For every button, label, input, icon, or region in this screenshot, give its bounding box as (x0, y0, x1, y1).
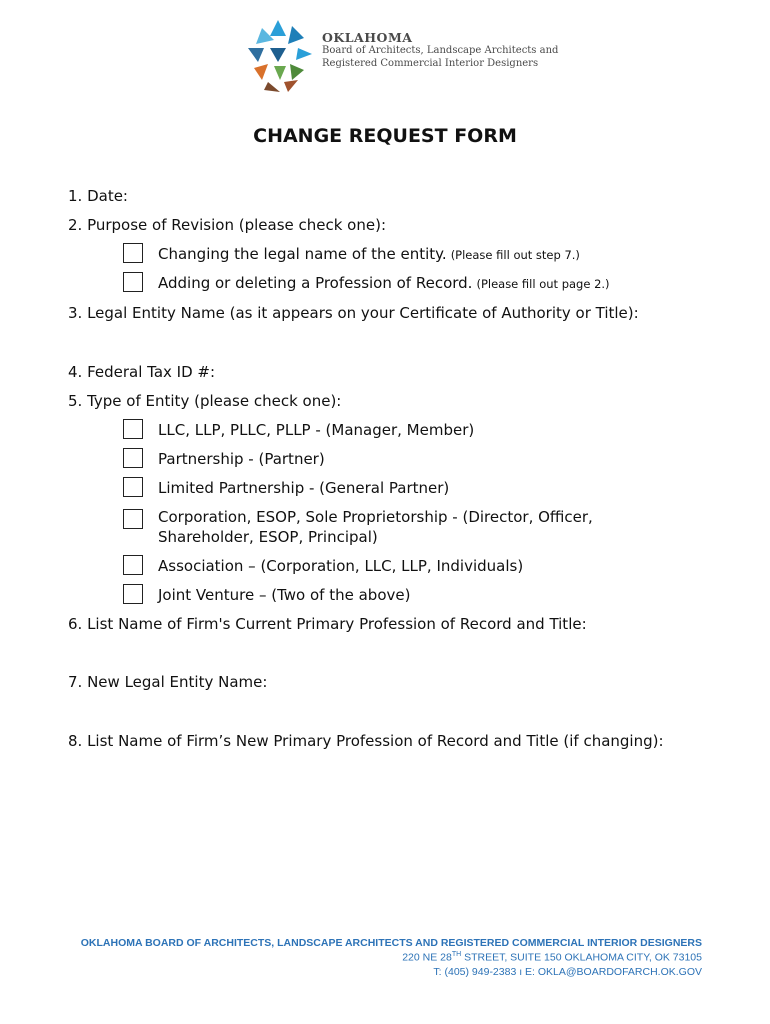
footer-address-sup: TH (451, 951, 462, 958)
board-logo (240, 18, 559, 94)
footer-board-name: OKLAHOMA BOARD OF ARCHITECTS, LANDSCAPE ARCHITECTS AND REGISTERED COMMERCIAL INTERIOR DESIGNERS (80, 937, 702, 949)
entity-option-corporation-cont: Shareholder, ESOP, Principal) (158, 528, 378, 546)
entity-option-joint-venture: Joint Venture – (Two of the above) (158, 586, 411, 604)
date-label: 1. Date: (68, 187, 128, 205)
purpose-option-note: (Please fill out step 7.) (450, 248, 580, 262)
legal-entity-name-label: 3. Legal Entity Name (as it appears on your Certificate of Authority or Title): (68, 304, 639, 322)
purpose-checkbox-legal-name[interactable] (123, 243, 143, 263)
footer-address-post: STREET, SUITE 150 OKLAHOMA CITY, OK 73105 (461, 951, 702, 964)
footer-address-pre: 220 NE 28 (402, 951, 452, 964)
org-name-heading: OKLAHOMA (322, 30, 413, 45)
entity-checkbox-limited-partnership[interactable] (123, 477, 143, 497)
purpose-option-label: Changing the legal name of the entity. (158, 245, 447, 263)
entity-checkbox-llc[interactable] (123, 419, 143, 439)
entity-option-corporation: Corporation, ESOP, Sole Proprietorship - (Director, Officer, (158, 508, 593, 526)
footer-address (81, 951, 702, 964)
entity-checkbox-association[interactable] (123, 555, 143, 575)
purpose-checkbox-profession[interactable] (123, 272, 143, 292)
page-footer (81, 937, 702, 978)
entity-option-limited-partnership: Limited Partnership - (General Partner) (158, 479, 450, 497)
new-legal-entity-name-label: 7. New Legal Entity Name: (68, 673, 268, 691)
entity-type-label: 5. Type of Entity (please check one): (68, 392, 342, 410)
entity-checkbox-partnership[interactable] (123, 448, 143, 468)
purpose-option-label: Adding or deleting a Profession of Record. (158, 274, 473, 292)
federal-tax-id-label: 4. Federal Tax ID #: (68, 363, 216, 381)
org-name-line-2: Board of Architects, Landscape Architects and (322, 45, 559, 56)
purpose-option-legal-name (158, 245, 580, 263)
purpose-option-profession (158, 274, 610, 292)
purpose-label: 2. Purpose of Revision (please check one): (68, 216, 387, 234)
form-title: CHANGE REQUEST FORM (253, 125, 517, 147)
purpose-option-note: (Please fill out page 2.) (476, 277, 610, 291)
entity-checkbox-corporation[interactable] (123, 509, 143, 529)
entity-checkbox-joint-venture[interactable] (123, 584, 143, 604)
entity-option-llc: LLC, LLP, PLLC, PLLP - (Manager, Member) (158, 421, 475, 439)
new-profession-label: 8. List Name of Firm’s New Primary Profession of Record and Title (if changing): (68, 732, 664, 750)
org-name-line-3: Registered Commercial Interior Designers (322, 58, 539, 69)
current-profession-label: 6. List Name of Firm's Current Primary Profession of Record and Title: (68, 615, 587, 633)
entity-option-association: Association – (Corporation, LLC, LLP, Individuals) (158, 557, 524, 575)
oklahoma-star-logo-icon (240, 18, 316, 94)
footer-contact: T: (405) 949-2383 ı E: OKLA@BOARDOFARCH.OK.GOV (433, 965, 702, 978)
entity-option-partnership: Partnership - (Partner) (158, 450, 325, 468)
